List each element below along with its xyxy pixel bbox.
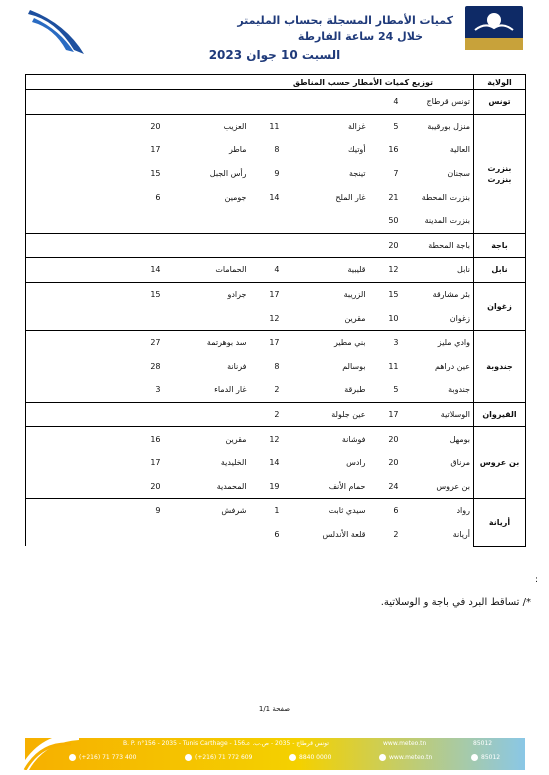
rain-value: [26, 282, 48, 306]
wilaya-cell: جندوبة: [474, 330, 526, 402]
rain-value: 2: [274, 385, 280, 395]
rain-value: [110, 233, 164, 258]
station-name: [48, 427, 110, 451]
table-row: [26, 233, 526, 258]
rain-value: 21: [388, 192, 399, 202]
rain-value: [110, 90, 164, 115]
station-name: [48, 282, 110, 306]
rain-value: 14: [269, 458, 280, 468]
table-row: [26, 427, 526, 451]
station-name: [48, 138, 110, 162]
station-name: منزل بورقيبة: [402, 114, 474, 138]
rain-value: 12: [269, 313, 280, 323]
rain-value: 17: [250, 330, 283, 354]
rain-value: 12: [250, 427, 283, 451]
rain-value: 14: [110, 258, 164, 283]
table-row: [26, 185, 526, 209]
table-row: [26, 378, 526, 402]
rain-value: 16: [110, 427, 164, 451]
station-name: [48, 306, 110, 330]
table-row: [26, 282, 526, 306]
station-name: رأس الجبل: [209, 169, 247, 179]
station-name: [164, 209, 250, 233]
station-name: [48, 114, 110, 138]
rain-value: [26, 523, 48, 547]
rain-value: 12: [369, 258, 402, 283]
rain-value: 17: [369, 402, 402, 427]
station-name: فرنانة: [227, 361, 247, 371]
wilaya-cell: باجة: [474, 233, 526, 258]
rain-value: 14: [269, 192, 280, 202]
station-name: [48, 162, 110, 186]
rain-value: [26, 258, 48, 283]
rain-value: [110, 209, 164, 233]
inm-logo: [465, 6, 523, 50]
station-name: [283, 233, 369, 258]
station-name: [164, 402, 250, 427]
table-row: [26, 451, 526, 475]
station-name: [164, 233, 250, 258]
station-name: [48, 258, 110, 283]
station-name: حمام الأنف: [328, 481, 366, 491]
rain-value: 7: [393, 169, 399, 179]
table-row: [26, 402, 526, 427]
footer-website: www.meteo.tn: [383, 740, 427, 747]
header-zones: توزيع كميات الأمطار حسب المناطق: [26, 75, 474, 90]
station-name: [48, 378, 110, 402]
table-row: [26, 162, 526, 186]
wilaya-cell: القيروان: [474, 402, 526, 427]
table-row: [26, 209, 526, 233]
rain-value: 3: [155, 385, 161, 395]
rain-value: 4: [250, 258, 283, 283]
rain-value: 11: [388, 361, 399, 371]
table-row: [26, 258, 526, 283]
station-name: الخليدية: [220, 458, 247, 468]
header-wilaya: الولاية: [474, 75, 526, 90]
rain-value: 5: [369, 114, 402, 138]
station-name: وادي مليز: [402, 330, 474, 354]
station-name: أريانة: [452, 529, 470, 539]
rain-value: 1: [250, 499, 283, 523]
station-name: تونس قرطاج: [402, 90, 474, 115]
rain-value: 24: [388, 481, 399, 491]
phone-icon: [289, 754, 296, 761]
station-name: عين جلولة: [283, 402, 369, 427]
wilaya-cell: تونس: [474, 90, 526, 115]
rain-value: [26, 233, 48, 258]
station-name: [283, 90, 369, 115]
rain-value: [26, 378, 48, 402]
wilaya-cell: بن عروس: [474, 427, 526, 499]
rain-value: 15: [369, 282, 402, 306]
footer-phone2: (+216) 71 772 609: [185, 754, 252, 761]
rain-value: 8: [274, 145, 280, 155]
station-name: سد بوهرتمة: [164, 330, 250, 354]
table-row: [26, 306, 526, 330]
rain-value: [26, 209, 48, 233]
station-name: [164, 306, 250, 330]
rain-value: [26, 427, 48, 451]
rain-value: [26, 402, 48, 427]
footer-wave-icon: [19, 728, 79, 770]
station-name: عين دراهم: [434, 361, 470, 371]
station-name: الحمامات: [164, 258, 250, 283]
station-name: مرناق: [450, 458, 470, 468]
footer-address: B. P. n°156 - 2035 - Tunis Carthage - تونس قرطاج - 2035 - ص.ب. عـ156: [123, 740, 329, 747]
page-number: صفحة 1/1: [258, 705, 291, 713]
rain-value: [110, 306, 164, 330]
rain-value: 17: [150, 145, 161, 155]
station-name: طبرقة: [344, 385, 366, 395]
wilaya-cell: أريانة: [474, 499, 526, 547]
rain-value: [26, 306, 48, 330]
station-name: ماطر: [228, 145, 247, 155]
rain-value: 20: [388, 458, 399, 468]
rain-value: 9: [274, 169, 280, 179]
station-name: رواد: [402, 499, 474, 523]
rain-value: 5: [393, 385, 399, 395]
rain-value: 19: [269, 481, 280, 491]
rain-value: [26, 451, 48, 475]
station-name: غزالة: [283, 114, 369, 138]
rain-value: 16: [388, 145, 399, 155]
station-name: [48, 475, 110, 499]
rain-value: 20: [369, 233, 402, 258]
rain-value: 9: [110, 499, 164, 523]
rainfall-table: [25, 74, 526, 547]
rain-value: [26, 114, 48, 138]
station-name: قلعة الأندلس: [322, 529, 366, 539]
station-name: [164, 90, 250, 115]
station-name: جرادو: [164, 282, 250, 306]
table-row: [26, 499, 526, 523]
station-name: جومين: [224, 192, 247, 202]
station-name: بني مطير: [283, 330, 369, 354]
station-name: [48, 499, 110, 523]
station-name: [48, 185, 110, 209]
station-name: الوسلاتية: [402, 402, 474, 427]
rain-value: [26, 162, 48, 186]
station-name: أوتيك: [348, 145, 366, 155]
report-subtitle: خلال 24 ساعة الفارطة: [297, 30, 423, 43]
wilaya-cell: بنزرت بنزرت: [474, 114, 526, 233]
station-name: [48, 209, 110, 233]
wilaya-cell: نابل: [474, 258, 526, 283]
station-name: [164, 523, 250, 547]
rain-value: 20: [150, 481, 161, 491]
footer-phone1: (+216) 71 773 400: [69, 754, 136, 761]
rain-value: [110, 523, 164, 547]
rain-value: 3: [369, 330, 402, 354]
rain-value: [26, 185, 48, 209]
table-row: [26, 523, 526, 547]
rain-value: 2: [250, 402, 283, 427]
station-name: تينجة: [348, 169, 366, 179]
station-name: رادس: [346, 458, 366, 468]
stray-colon: :: [535, 575, 539, 585]
wilaya-cell: زغوان: [474, 282, 526, 330]
station-name: قليبية: [283, 258, 369, 283]
rain-value: 15: [150, 169, 161, 179]
station-name: زغوان: [449, 313, 470, 323]
station-name: [48, 523, 110, 547]
station-name: نابل: [402, 258, 474, 283]
station-name: العزيب: [164, 114, 250, 138]
rain-value: 28: [150, 361, 161, 371]
rain-value: [26, 330, 48, 354]
page-footer: [25, 728, 525, 770]
rain-value: [26, 355, 48, 379]
rain-value: 17: [250, 282, 283, 306]
rain-value: 11: [250, 114, 283, 138]
footer-fax: 85012: [471, 754, 500, 761]
rain-value: 50: [388, 216, 399, 226]
station-name: [48, 402, 110, 427]
rain-value: [26, 475, 48, 499]
table-row: [26, 355, 526, 379]
station-name: غار الملح: [335, 192, 366, 202]
station-name: الزريبة: [283, 282, 369, 306]
station-name: بن عروس: [436, 481, 470, 491]
footer-email: www.meteo.tn: [379, 754, 432, 761]
rain-value: 6: [155, 192, 161, 202]
station-name: بنزرت المحطة: [421, 192, 470, 202]
rain-value: 27: [110, 330, 164, 354]
rain-value: [250, 90, 283, 115]
footer-phone3: 8840 0000: [289, 754, 331, 761]
station-name: [48, 90, 110, 115]
station-name: باجة المحطة: [402, 233, 474, 258]
table-row: [26, 475, 526, 499]
station-name: مقرين: [344, 313, 366, 323]
station-name: بنزرت المدينة: [424, 216, 470, 226]
phone-icon: [69, 754, 76, 761]
table-row: [26, 330, 526, 354]
table-row: [26, 114, 526, 138]
table-row: [26, 90, 526, 115]
rain-value: 4: [369, 90, 402, 115]
station-name: العالية: [449, 145, 470, 155]
rain-value: 6: [274, 529, 280, 539]
station-name: غار الدماء: [214, 385, 247, 395]
station-name: [48, 330, 110, 354]
station-name: مقرين: [164, 427, 250, 451]
station-name: [48, 233, 110, 258]
rain-value: 20: [110, 114, 164, 138]
weather-logo-icon: [465, 6, 523, 38]
station-name: شرفش: [164, 499, 250, 523]
table-header-row: [26, 75, 526, 90]
footer-box: 85012: [473, 740, 493, 747]
station-name: [283, 209, 369, 233]
rain-value: [26, 138, 48, 162]
rain-value: [110, 402, 164, 427]
table-row: [26, 138, 526, 162]
rain-value: [26, 499, 48, 523]
report-date: السبت 10 جوان 2023: [208, 48, 341, 62]
mail-icon: [471, 754, 478, 761]
station-name: المحمدية: [216, 481, 247, 491]
station-name: بوسالم: [342, 361, 366, 371]
rain-value: 2: [393, 529, 399, 539]
station-name: [48, 451, 110, 475]
station-name: جندوبة: [448, 385, 470, 395]
station-name: سجنان: [447, 169, 470, 179]
rain-value: 6: [369, 499, 402, 523]
rain-value: 17: [150, 458, 161, 468]
rain-value: 10: [388, 313, 399, 323]
station-name: بومهل: [402, 427, 474, 451]
web-icon: [379, 754, 386, 761]
rain-value: 20: [369, 427, 402, 451]
station-name: سيدي ثابت: [283, 499, 369, 523]
rain-value: 15: [110, 282, 164, 306]
report-title: كميات الأمطار المسجلة بحساب المليمتر: [237, 14, 453, 27]
rain-value: [26, 90, 48, 115]
rain-value: 8: [274, 361, 280, 371]
rain-value: [250, 233, 283, 258]
hail-note: */ تساقط البرد في باجة و الوسلاتية.: [380, 597, 531, 608]
station-name: [48, 355, 110, 379]
station-name: بئر مشارقة: [402, 282, 474, 306]
fax-icon: [185, 754, 192, 761]
station-name: فوشانة: [283, 427, 369, 451]
rain-value: [250, 209, 283, 233]
